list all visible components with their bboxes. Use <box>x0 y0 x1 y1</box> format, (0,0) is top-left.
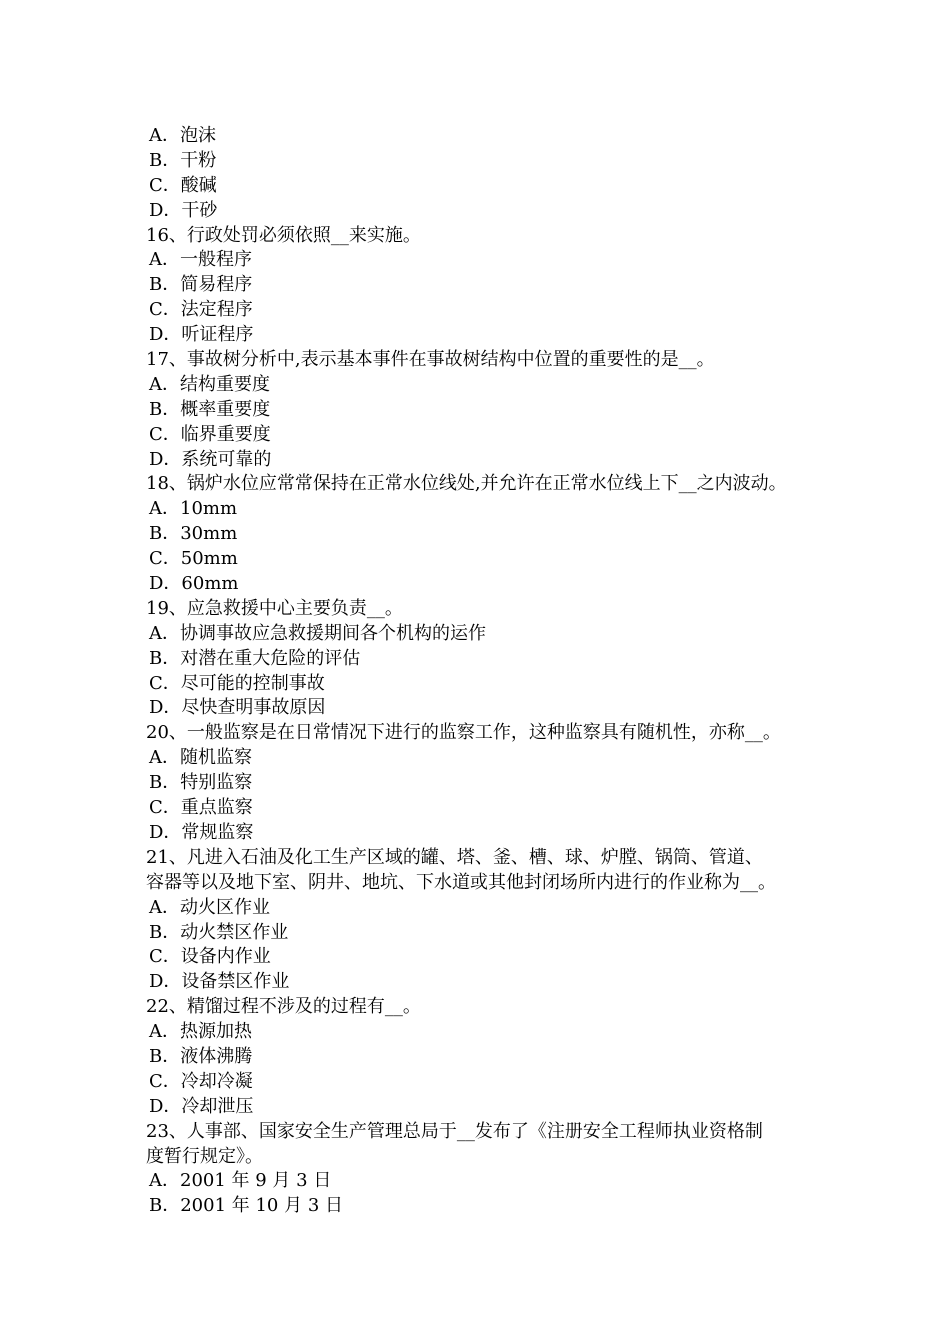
question-text: 18、锅炉水位应常常保持在正常水位线处,并允许在正常水位线上下__之内波动。 <box>146 473 787 495</box>
answer-option: A．2001 年 9 月 3 日 <box>149 1170 332 1192</box>
answer-option: C．50mm <box>149 548 238 570</box>
answer-option: A．泡沫 <box>149 125 216 146</box>
answer-option: C．冷却冷凝 <box>149 1070 253 1092</box>
answer-option: B．特别监察 <box>149 772 253 794</box>
answer-option: A．一般程序 <box>149 249 252 271</box>
answer-option: D．60mm <box>149 573 239 595</box>
answer-option: C．设备内作业 <box>149 946 271 968</box>
answer-option: B．2001 年 10 月 3 日 <box>149 1195 344 1217</box>
answer-option: B．动火禁区作业 <box>149 921 289 943</box>
answer-option: C．临界重要度 <box>149 423 271 445</box>
answer-option: B．液体沸腾 <box>149 1045 253 1067</box>
question-text: 容器等以及地下室、阴井、地坑、下水道或其他封闭场所内进行的作业称为__。 <box>146 871 776 893</box>
question-text: 17、事故树分析中,表示基本事件在事故树结构中位置的重要性的是__。 <box>146 349 715 371</box>
answer-option: B．对潜在重大危险的评估 <box>149 647 361 669</box>
answer-option: D．听证程序 <box>149 324 254 346</box>
answer-option: A．协调事故应急救援期间各个机构的运作 <box>149 622 486 644</box>
answer-option: A．动火区作业 <box>149 896 270 918</box>
answer-option: D．常规监察 <box>149 821 254 843</box>
answer-option: C．酸碱 <box>149 174 217 196</box>
answer-option: C．重点监察 <box>149 797 253 819</box>
answer-option: B．干粉 <box>149 149 217 171</box>
answer-option: A．10mm <box>149 498 238 520</box>
answer-option: C．尽可能的控制事故 <box>149 672 325 694</box>
answer-option: B．30mm <box>149 523 238 545</box>
answer-option: A．热源加热 <box>149 1021 252 1043</box>
answer-option: A．结构重要度 <box>149 373 270 395</box>
question-text: 22、精馏过程不涉及的过程有__。 <box>146 996 421 1018</box>
answer-option: D．尽快查明事故原因 <box>149 697 326 719</box>
answer-option: B．简易程序 <box>149 274 253 296</box>
answer-option: A．随机监察 <box>149 747 252 769</box>
document-body <box>146 124 826 1219</box>
answer-option: C．法定程序 <box>149 299 253 321</box>
answer-option: D．干砂 <box>149 199 218 221</box>
answer-option: B．概率重要度 <box>149 398 271 420</box>
question-text: 19、应急救援中心主要负责__。 <box>146 597 403 619</box>
question-text: 21、凡进入石油及化工生产区域的罐、塔、釜、槽、球、炉膛、锅筒、管道、 <box>146 846 763 868</box>
question-text: 23、人事部、国家安全生产管理总局于__发布了《注册安全工程师执业资格制 <box>146 1120 763 1142</box>
question-text: 20、一般监察是在日常情况下进行的监察工作，这种监察具有随机性，亦称__。 <box>146 722 781 744</box>
question-text: 16、行政处罚必须依照__来实施。 <box>146 224 421 246</box>
answer-option: D．系统可靠的 <box>149 448 272 470</box>
answer-option: D．设备禁区作业 <box>149 971 290 993</box>
question-text: 度暂行规定》。 <box>146 1145 263 1167</box>
answer-option: D．冷却泄压 <box>149 1095 254 1117</box>
